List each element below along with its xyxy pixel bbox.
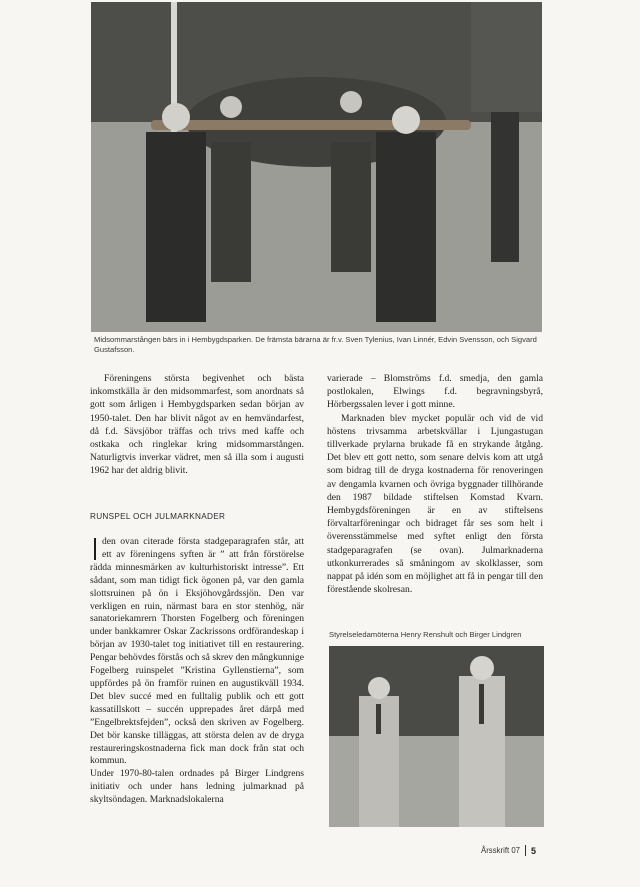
board-members-caption: Styrelseledamöterna Henry Renshult och Birger Lindgren	[329, 630, 522, 639]
right-column	[327, 372, 543, 596]
right-paragraph-1: varierade – Blomströms f.d. smedja, den gamla postlokalen, Elwings f.d. begravningsbyrå, Hörbergssalen lever i gott minne.	[327, 373, 543, 411]
page-number: 5	[531, 845, 537, 856]
page-footer	[481, 845, 536, 856]
midsummer-pole-photo	[91, 2, 542, 332]
right-paragraph-2: Marknaden blev mycket populär och vid de vid höstens trivsamma arbetskvällar i Ljungastugan tillverkade prylarna brukade få en strykande åtgång. Det blev ett gott netto, som senare delvis kom att utgå som bidrag till de dryga kostnaderna för renoveringen av dengamla kvarnen och övriga byggnader tillhörande den 1987 bildade stiftelsen Komstad Kvarn. Hembygdsföreningen är en av stiftelsens förvaltarföreningar och bidraget får ses som helt i överensstämmelse med syftet enligt den första stadgeparagrafen (se ovan). Julmarknaderna utkonkurrerades så småningom av skolklasser, som nappat på idén som en möjlighet att få in pengar till den förestående skolresan.	[327, 412, 543, 596]
yearbook-label: Årsskrift 07	[481, 846, 520, 855]
board-members-photo	[329, 646, 544, 827]
photo-illustration-bottom	[329, 646, 544, 827]
photo-illustration	[91, 2, 542, 332]
photo-caption: Midsommarstången bärs in i Hembygdsparken. De främsta bärarna är fr.v. Sven Tylenius, Ivan Linnér, Edvin Svensson, och Sigvard Gustafsson.	[94, 335, 537, 354]
section-paragraph-2: Under 1970-80-talen ordnades på Birger Lindgrens initiativ och under hans ledning julmarknad på skyltsöndagen. Marknadslokalerna	[90, 768, 304, 806]
section-left-column	[90, 536, 304, 807]
drop-cap	[94, 538, 96, 560]
intro-paragraph: Föreningens största begivenhet och bästa inkomstkälla är den midsommarfest, som anordnats så gott som årligen i Hembygdsparken sedan början av 1950-talet. Den har blivit något av en hemvändarfest, då f.d. Sävsjöbor träffas och trivs med kaffe och ostkaka och ringlekar kring midsommarstången. Naturligtvis inverkar vädret, men så illa som i augusti 1962 har det aldrig blivit.	[90, 373, 304, 477]
section-paragraph: den ovan citerade första stadgeparagrafen står, att ett av föreningens syften är ” att från förstörelse rädda minnesmärken av kulturhistoriskt intresse”. Ett sådant, som man tidigt fick ögonen på, var den gamla slottsruinen på ön i Eksjöhovgårdssjön. Den var verkligen en ruin, närmast bara en stor stenhög, när sanatoriekamrern Thorsten Fogelberg och föreningen under bankkamrer Oskar Zackrissons ordförandeskap i början av 1930-talet tog initiativet till en restaurering. Pengar behövdes förstås och så skrev den mångkunnige Fogelberg ruinspelet ”Kristina Gyllenstierna”, som uppfördes på ön framför ruinen en augustikväll 1934. Det blev succé med en fulltalig publik och ett gott kassatillskott – succén upprepades året därpå med ”Engelbrektsfejden”, också den skriven av Fogelberg. Det bör kanske tilläggas, att största delen av de dryga restaureringskostnaderna fick man dock från stat och kommun.	[90, 536, 304, 767]
intro-left-column	[90, 372, 304, 478]
footer-divider	[525, 845, 526, 856]
section-heading: RUNSPEL OCH JULMARKNADER	[90, 512, 226, 521]
